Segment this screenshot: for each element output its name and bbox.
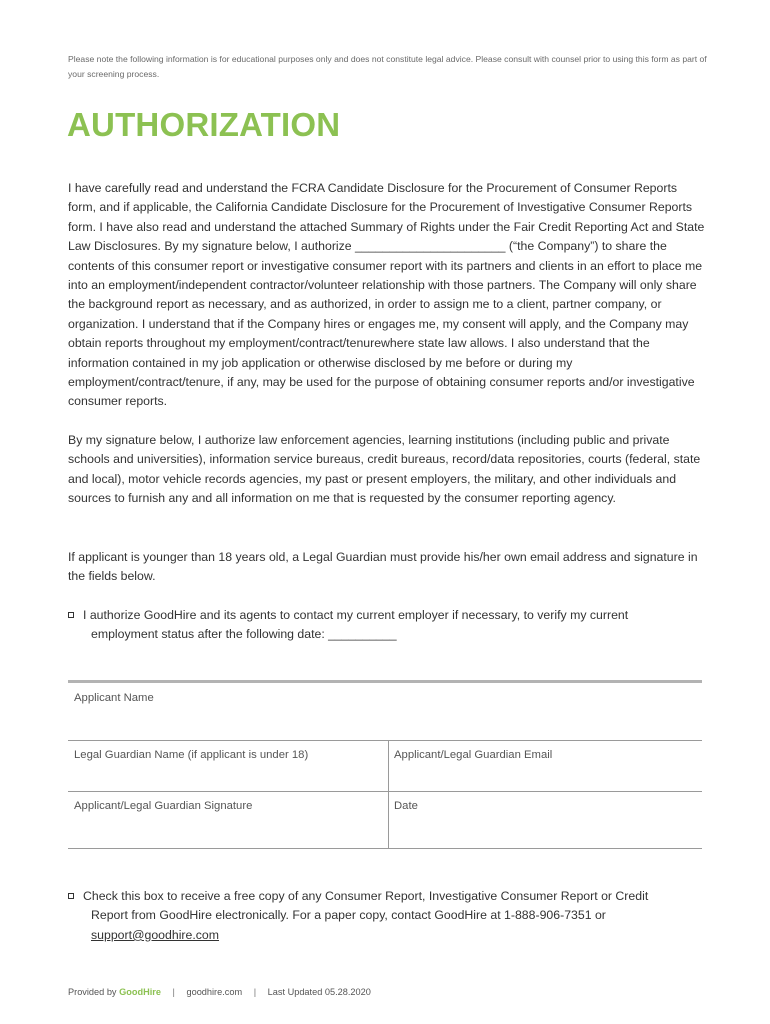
form-column-divider [388, 741, 389, 848]
form-divider [68, 740, 702, 741]
applicant-name-field[interactable]: Applicant Name [74, 692, 154, 704]
form-top-divider [68, 680, 702, 683]
employer-contact-text-line2: employment status after the following date: __________ [91, 627, 397, 642]
page-title: AUTHORIZATION [67, 106, 341, 143]
support-email-link[interactable]: support@goodhire.com [91, 927, 220, 942]
free-copy-text-line1: Check this box to receive a free copy of any Consumer Report, Investigative Consumer Report or Credit [83, 889, 649, 903]
guardian-note-paragraph: If applicant is younger than 18 years old, a Legal Guardian must provide his/her own email address and signature in the fields below. [68, 550, 698, 584]
footer [68, 987, 371, 997]
employer-contact-checkbox[interactable] [68, 612, 74, 618]
employer-contact-text-line1: I authorize GoodHire and its agents to contact my current employer if necessary, to verify my current [83, 608, 629, 622]
footer-site: goodhire.com [186, 987, 243, 997]
date-field[interactable]: Date [394, 800, 418, 812]
email-field[interactable]: Applicant/Legal Guardian Email [394, 749, 553, 761]
authorization-paragraph: I have carefully read and understand the FCRA Candidate Disclosure for the Procurement of Consumer Reports form, and if applicable, the California Candidate Disclosure for the Procurement of Investigative Consumer Reports form. I have also read and understand the attached Summary of Rights under the Fair Credit Reporting Act and State Law Disclosures. By my signature below, I authorize ______________________ (“the Company”) to share the contents of this consumer report or investigative consumer report with its partners and clients in an effort to place me into an employment/independent contractor/volunteer relationship with those partners. The Company will only share the background report as necessary, and as authorized, in order to assign me to a client, partner company, or organization. I understand that if the Company hires or engages me, my consent will apply, and the Company may obtain reports throughout my employment/contract/tenurewhere state law allows. I also understand that the information contained in my job application or otherwise disclosed by me before or during my employment/contract/tenure, if any, may be used for the purpose of obtaining consumer reports and/or investigative consumer reports. [68, 181, 705, 409]
footer-separator: | [253, 987, 257, 997]
footer-brand: GoodHire [119, 987, 161, 997]
signature-field[interactable]: Applicant/Legal Guardian Signature [74, 800, 253, 812]
information-release-paragraph: By my signature below, I authorize law enforcement agencies, learning institutions (including public and private schools and universities), information service bureaus, credit bureaus, record/data repositories, courts (federal, state and local), motor vehicle records agencies, my past or present employers, the military, and other individuals and sources to furnish any and all information on me that is requested by the consumer reporting agency. [68, 433, 701, 506]
footer-separator: | [172, 987, 175, 997]
free-copy-text-line2: Report from GoodHire electronically. For a paper copy, contact GoodHire at 1-888-906-7351 or [91, 908, 606, 923]
employer-contact-checkbox-item [68, 606, 708, 645]
legal-notice: Please note the following information is for educational purposes only and does not constitute legal advice. Please consult with counsel prior to using this form as part of your screening process. [68, 54, 707, 79]
footer-provided-by: Provided by [68, 987, 117, 997]
free-copy-checkbox[interactable] [68, 893, 74, 899]
form-bottom-divider [68, 848, 702, 849]
free-copy-checkbox-item [68, 887, 708, 945]
footer-updated: Last Updated 05.28.2020 [267, 987, 371, 997]
guardian-name-field[interactable]: Legal Guardian Name (if applicant is under 18) [74, 749, 309, 761]
form-divider [68, 791, 702, 792]
